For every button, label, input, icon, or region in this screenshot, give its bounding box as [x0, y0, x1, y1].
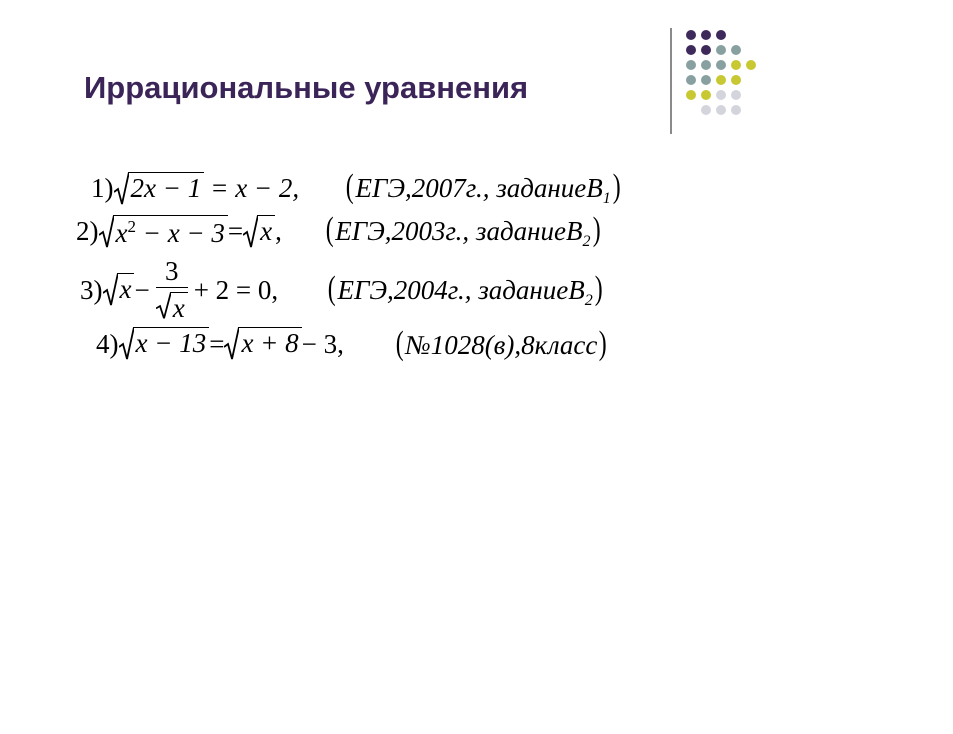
equation-tail: + 2 = 0,: [193, 274, 279, 305]
radicand: 2x − 1: [129, 172, 205, 206]
decorative-dot: [686, 90, 696, 100]
equation-source: (ЕГЭ,2007г., заданиеB$_1$): [345, 168, 621, 207]
decorative-dot: [701, 30, 711, 40]
equation-tail: − 3,: [301, 328, 344, 359]
equation-4: [96, 327, 609, 361]
radicand: x: [258, 215, 275, 249]
equals-sign: =: [209, 328, 225, 359]
sqrt-symbol: [243, 215, 275, 249]
decorative-dot: [686, 60, 696, 70]
equation-3: [80, 258, 604, 322]
radicand: x: [171, 292, 188, 322]
title-divider: [670, 28, 672, 134]
equation-2: [76, 213, 602, 250]
decorative-dot: [746, 60, 756, 70]
equals-sign: =: [227, 216, 244, 246]
decorative-dot: [716, 45, 726, 55]
radicand: x − 13: [134, 327, 210, 361]
decorative-dot: [716, 90, 726, 100]
fraction-denominator: [156, 287, 188, 322]
equation-tail: ,: [275, 216, 282, 246]
decorative-dot: [731, 105, 741, 115]
equation-source: (ЕГЭ,2004г., заданиеB$_2$): [327, 269, 603, 309]
decorative-dot: [716, 75, 726, 85]
decorative-dot: [716, 105, 726, 115]
equation-1: [91, 170, 622, 207]
equation-number: 4): [96, 328, 119, 359]
radicand: x: [118, 273, 135, 307]
sqrt-symbol: [114, 172, 205, 206]
decorative-dot: [701, 105, 711, 115]
equation-source: (ЕГЭ,2003г., заданиеB$_2$): [325, 211, 601, 250]
page-title: Иррациональные уравнения: [84, 70, 529, 105]
decorative-dot: [716, 30, 726, 40]
radicand: x + 8: [239, 327, 301, 361]
decorative-dot: [701, 75, 711, 85]
decorative-dot: [686, 30, 696, 40]
decorative-dot: [686, 45, 696, 55]
fraction-numerator: 3: [164, 256, 179, 286]
sqrt-symbol: [119, 327, 210, 361]
decorative-dot: [686, 75, 696, 85]
equation-number: 1): [91, 173, 114, 203]
decorative-dot: [731, 60, 741, 70]
minus-sign: −: [134, 274, 150, 305]
equation-source: (№1028(в),8класс): [395, 325, 608, 362]
decorative-dot: [701, 60, 711, 70]
decorative-dot: [731, 75, 741, 85]
sqrt-symbol: [103, 273, 135, 307]
sqrt-symbol: [224, 327, 301, 361]
decorative-dot: [701, 90, 711, 100]
equation-rhs: = x − 2,: [210, 173, 300, 203]
radicand: $x^2 - x - 3$: [114, 215, 228, 249]
fraction: [156, 258, 188, 322]
equation-number: 2): [76, 216, 99, 246]
decorative-dot: [731, 45, 741, 55]
decorative-dot: [701, 45, 711, 55]
decorative-dot: [731, 90, 741, 100]
decorative-dot: [716, 60, 726, 70]
equation-number: 3): [80, 274, 103, 305]
sqrt-symbol: [99, 215, 228, 249]
